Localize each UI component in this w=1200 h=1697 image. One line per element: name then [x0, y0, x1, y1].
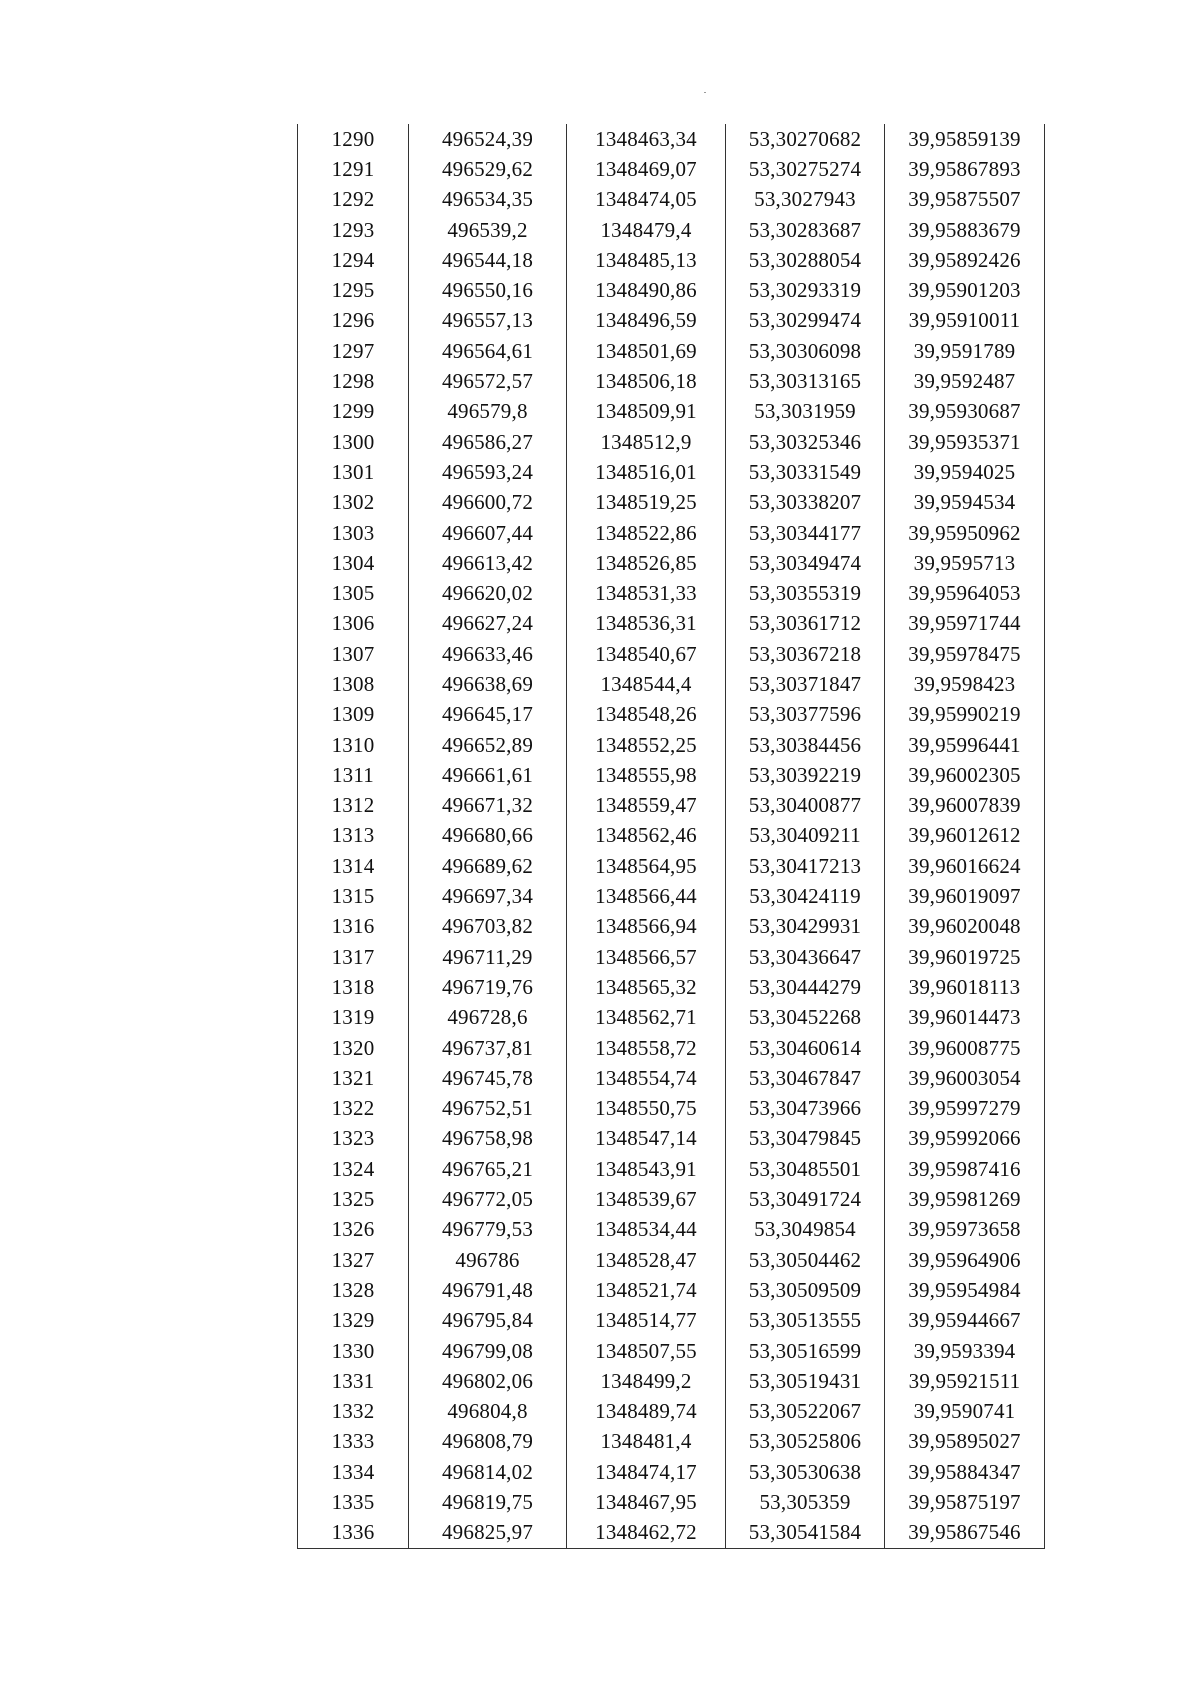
- coordinates-table-body: [298, 124, 1045, 1548]
- latitude-cell: 53,30355319: [726, 578, 885, 608]
- y-coordinate-cell: 1348554,74: [567, 1063, 726, 1093]
- y-coordinate-cell: 1348509,91: [567, 397, 726, 427]
- latitude-cell: 53,30504462: [726, 1245, 885, 1275]
- point-number-cell: 1291: [298, 154, 409, 184]
- point-number-cell: 1306: [298, 609, 409, 639]
- point-number-cell: 1290: [298, 124, 409, 154]
- x-coordinate-cell: 496544,18: [409, 245, 567, 275]
- x-coordinate-cell: 496633,46: [409, 639, 567, 669]
- longitude-cell: 39,96014473: [885, 1003, 1045, 1033]
- longitude-cell: 39,95964053: [885, 578, 1045, 608]
- longitude-cell: 39,95997279: [885, 1094, 1045, 1124]
- x-coordinate-cell: 496607,44: [409, 518, 567, 548]
- x-coordinate-cell: 496799,08: [409, 1336, 567, 1366]
- y-coordinate-cell: 1348474,05: [567, 185, 726, 215]
- table-row: [298, 881, 1045, 911]
- x-coordinate-cell: 496645,17: [409, 700, 567, 730]
- table-row: [298, 397, 1045, 427]
- longitude-cell: 39,96018113: [885, 972, 1045, 1002]
- latitude-cell: 53,30400877: [726, 791, 885, 821]
- latitude-cell: 53,30424119: [726, 881, 885, 911]
- table-row: [298, 760, 1045, 790]
- point-number-cell: 1335: [298, 1487, 409, 1517]
- y-coordinate-cell: 1348521,74: [567, 1275, 726, 1305]
- longitude-cell: 39,95978475: [885, 639, 1045, 669]
- latitude-cell: 53,30525806: [726, 1427, 885, 1457]
- table-row: [298, 488, 1045, 518]
- y-coordinate-cell: 1348562,46: [567, 821, 726, 851]
- table-row: [298, 851, 1045, 881]
- latitude-cell: 53,30371847: [726, 669, 885, 699]
- latitude-cell: 53,3049854: [726, 1215, 885, 1245]
- longitude-cell: 39,95901203: [885, 275, 1045, 305]
- table-row: [298, 669, 1045, 699]
- x-coordinate-cell: 496680,66: [409, 821, 567, 851]
- x-coordinate-cell: 496804,8: [409, 1396, 567, 1426]
- x-coordinate-cell: 496524,39: [409, 124, 567, 154]
- y-coordinate-cell: 1348489,74: [567, 1396, 726, 1426]
- y-coordinate-cell: 1348528,47: [567, 1245, 726, 1275]
- longitude-cell: 39,95990219: [885, 700, 1045, 730]
- y-coordinate-cell: 1348496,59: [567, 306, 726, 336]
- table-row: [298, 548, 1045, 578]
- x-coordinate-cell: 496791,48: [409, 1275, 567, 1305]
- latitude-cell: 53,30377596: [726, 700, 885, 730]
- latitude-cell: 53,305359: [726, 1487, 885, 1517]
- table-row: [298, 1396, 1045, 1426]
- latitude-cell: 53,30513555: [726, 1306, 885, 1336]
- y-coordinate-cell: 1348490,86: [567, 275, 726, 305]
- latitude-cell: 53,30367218: [726, 639, 885, 669]
- table-row: [298, 1063, 1045, 1093]
- latitude-cell: 53,30530638: [726, 1457, 885, 1487]
- longitude-cell: 39,95971744: [885, 609, 1045, 639]
- point-number-cell: 1330: [298, 1336, 409, 1366]
- y-coordinate-cell: 1348566,44: [567, 881, 726, 911]
- longitude-cell: 39,95883679: [885, 215, 1045, 245]
- longitude-cell: 39,95884347: [885, 1457, 1045, 1487]
- point-number-cell: 1317: [298, 942, 409, 972]
- point-number-cell: 1321: [298, 1063, 409, 1093]
- y-coordinate-cell: 1348543,91: [567, 1154, 726, 1184]
- latitude-cell: 53,30522067: [726, 1396, 885, 1426]
- longitude-cell: 39,96019725: [885, 942, 1045, 972]
- x-coordinate-cell: 496689,62: [409, 851, 567, 881]
- point-number-cell: 1323: [298, 1124, 409, 1154]
- longitude-cell: 39,9594534: [885, 488, 1045, 518]
- longitude-cell: 39,95930687: [885, 397, 1045, 427]
- latitude-cell: 53,30473966: [726, 1094, 885, 1124]
- y-coordinate-cell: 1348516,01: [567, 457, 726, 487]
- longitude-cell: 39,9592487: [885, 366, 1045, 396]
- table-row: [298, 578, 1045, 608]
- x-coordinate-cell: 496711,29: [409, 942, 567, 972]
- table-row: [298, 1275, 1045, 1305]
- longitude-cell: 39,96008775: [885, 1033, 1045, 1063]
- point-number-cell: 1294: [298, 245, 409, 275]
- y-coordinate-cell: 1348467,95: [567, 1487, 726, 1517]
- longitude-cell: 39,96003054: [885, 1063, 1045, 1093]
- y-coordinate-cell: 1348547,14: [567, 1124, 726, 1154]
- x-coordinate-cell: 496564,61: [409, 336, 567, 366]
- longitude-cell: 39,96002305: [885, 760, 1045, 790]
- table-row: [298, 730, 1045, 760]
- longitude-cell: 39,96012612: [885, 821, 1045, 851]
- point-number-cell: 1326: [298, 1215, 409, 1245]
- table-row: [298, 366, 1045, 396]
- table-row: [298, 154, 1045, 184]
- x-coordinate-cell: 496638,69: [409, 669, 567, 699]
- longitude-cell: 39,95875197: [885, 1487, 1045, 1517]
- x-coordinate-cell: 496613,42: [409, 548, 567, 578]
- x-coordinate-cell: 496550,16: [409, 275, 567, 305]
- longitude-cell: 39,9590741: [885, 1396, 1045, 1426]
- x-coordinate-cell: 496737,81: [409, 1033, 567, 1063]
- latitude-cell: 53,30325346: [726, 427, 885, 457]
- longitude-cell: 39,95895027: [885, 1427, 1045, 1457]
- x-coordinate-cell: 496825,97: [409, 1518, 567, 1549]
- latitude-cell: 53,30306098: [726, 336, 885, 366]
- point-number-cell: 1303: [298, 518, 409, 548]
- latitude-cell: 53,30409211: [726, 821, 885, 851]
- latitude-cell: 53,30392219: [726, 760, 885, 790]
- point-number-cell: 1334: [298, 1457, 409, 1487]
- longitude-cell: 39,96007839: [885, 791, 1045, 821]
- table-row: [298, 791, 1045, 821]
- point-number-cell: 1308: [298, 669, 409, 699]
- y-coordinate-cell: 1348552,25: [567, 730, 726, 760]
- y-coordinate-cell: 1348469,07: [567, 154, 726, 184]
- latitude-cell: 53,30313165: [726, 366, 885, 396]
- table-row: [298, 1457, 1045, 1487]
- latitude-cell: 53,3027943: [726, 185, 885, 215]
- x-coordinate-cell: 496579,8: [409, 397, 567, 427]
- y-coordinate-cell: 1348499,2: [567, 1366, 726, 1396]
- table-row: [298, 1003, 1045, 1033]
- longitude-cell: 39,95996441: [885, 730, 1045, 760]
- x-coordinate-cell: 496652,89: [409, 730, 567, 760]
- y-coordinate-cell: 1348539,67: [567, 1184, 726, 1214]
- x-coordinate-cell: 496572,57: [409, 366, 567, 396]
- point-number-cell: 1297: [298, 336, 409, 366]
- point-number-cell: 1310: [298, 730, 409, 760]
- y-coordinate-cell: 1348481,4: [567, 1427, 726, 1457]
- x-coordinate-cell: 496758,98: [409, 1124, 567, 1154]
- latitude-cell: 53,30429931: [726, 912, 885, 942]
- longitude-cell: 39,95867893: [885, 154, 1045, 184]
- table-row: [298, 1518, 1045, 1549]
- longitude-cell: 39,9593394: [885, 1336, 1045, 1366]
- longitude-cell: 39,96020048: [885, 912, 1045, 942]
- x-coordinate-cell: 496752,51: [409, 1094, 567, 1124]
- longitude-cell: 39,95859139: [885, 124, 1045, 154]
- longitude-cell: 39,95987416: [885, 1154, 1045, 1184]
- point-number-cell: 1305: [298, 578, 409, 608]
- point-number-cell: 1312: [298, 791, 409, 821]
- point-number-cell: 1331: [298, 1366, 409, 1396]
- table-row: [298, 306, 1045, 336]
- table-row: [298, 185, 1045, 215]
- longitude-cell: 39,95954984: [885, 1275, 1045, 1305]
- x-coordinate-cell: 496661,61: [409, 760, 567, 790]
- latitude-cell: 53,30516599: [726, 1336, 885, 1366]
- x-coordinate-cell: 496728,6: [409, 1003, 567, 1033]
- point-number-cell: 1324: [298, 1154, 409, 1184]
- longitude-cell: 39,9595713: [885, 548, 1045, 578]
- table-row: [298, 1487, 1045, 1517]
- point-number-cell: 1328: [298, 1275, 409, 1305]
- latitude-cell: 53,30288054: [726, 245, 885, 275]
- y-coordinate-cell: 1348544,4: [567, 669, 726, 699]
- x-coordinate-cell: 496671,32: [409, 791, 567, 821]
- table-row: [298, 245, 1045, 275]
- x-coordinate-cell: 496539,2: [409, 215, 567, 245]
- y-coordinate-cell: 1348558,72: [567, 1033, 726, 1063]
- longitude-cell: 39,95973658: [885, 1215, 1045, 1245]
- latitude-cell: 53,30293319: [726, 275, 885, 305]
- table-row: [298, 275, 1045, 305]
- table-row: [298, 457, 1045, 487]
- longitude-cell: 39,95981269: [885, 1184, 1045, 1214]
- table-row: [298, 427, 1045, 457]
- latitude-cell: 53,30270682: [726, 124, 885, 154]
- latitude-cell: 53,30485501: [726, 1154, 885, 1184]
- table-row: [298, 609, 1045, 639]
- y-coordinate-cell: 1348522,86: [567, 518, 726, 548]
- point-number-cell: 1299: [298, 397, 409, 427]
- longitude-cell: 39,95992066: [885, 1124, 1045, 1154]
- table-row: [298, 1124, 1045, 1154]
- table-row: [298, 1154, 1045, 1184]
- latitude-cell: 53,30417213: [726, 851, 885, 881]
- x-coordinate-cell: 496557,13: [409, 306, 567, 336]
- coordinates-table: [297, 124, 1045, 1549]
- y-coordinate-cell: 1348562,71: [567, 1003, 726, 1033]
- point-number-cell: 1295: [298, 275, 409, 305]
- x-coordinate-cell: 496620,02: [409, 578, 567, 608]
- latitude-cell: 53,30299474: [726, 306, 885, 336]
- y-coordinate-cell: 1348507,55: [567, 1336, 726, 1366]
- latitude-cell: 53,30460614: [726, 1033, 885, 1063]
- y-coordinate-cell: 1348555,98: [567, 760, 726, 790]
- point-number-cell: 1300: [298, 427, 409, 457]
- longitude-cell: 39,96019097: [885, 881, 1045, 911]
- y-coordinate-cell: 1348526,85: [567, 548, 726, 578]
- point-number-cell: 1320: [298, 1033, 409, 1063]
- point-number-cell: 1322: [298, 1094, 409, 1124]
- point-number-cell: 1292: [298, 185, 409, 215]
- latitude-cell: 53,30519431: [726, 1366, 885, 1396]
- table-row: [298, 942, 1045, 972]
- y-coordinate-cell: 1348519,25: [567, 488, 726, 518]
- longitude-cell: 39,9594025: [885, 457, 1045, 487]
- longitude-cell: 39,95950962: [885, 518, 1045, 548]
- latitude-cell: 53,30436647: [726, 942, 885, 972]
- table-row: [298, 1366, 1045, 1396]
- table-row: [298, 215, 1045, 245]
- x-coordinate-cell: 496745,78: [409, 1063, 567, 1093]
- x-coordinate-cell: 496627,24: [409, 609, 567, 639]
- x-coordinate-cell: 496534,35: [409, 185, 567, 215]
- point-number-cell: 1304: [298, 548, 409, 578]
- latitude-cell: 53,30349474: [726, 548, 885, 578]
- y-coordinate-cell: 1348564,95: [567, 851, 726, 881]
- table-row: [298, 1306, 1045, 1336]
- point-number-cell: 1336: [298, 1518, 409, 1549]
- latitude-cell: 53,30541584: [726, 1518, 885, 1549]
- table-row: [298, 912, 1045, 942]
- y-coordinate-cell: 1348506,18: [567, 366, 726, 396]
- y-coordinate-cell: 1348550,75: [567, 1094, 726, 1124]
- scan-speck: [704, 92, 706, 93]
- y-coordinate-cell: 1348540,67: [567, 639, 726, 669]
- y-coordinate-cell: 1348479,4: [567, 215, 726, 245]
- x-coordinate-cell: 496808,79: [409, 1427, 567, 1457]
- x-coordinate-cell: 496719,76: [409, 972, 567, 1002]
- point-number-cell: 1307: [298, 639, 409, 669]
- latitude-cell: 53,30338207: [726, 488, 885, 518]
- x-coordinate-cell: 496795,84: [409, 1306, 567, 1336]
- x-coordinate-cell: 496765,21: [409, 1154, 567, 1184]
- x-coordinate-cell: 496593,24: [409, 457, 567, 487]
- point-number-cell: 1319: [298, 1003, 409, 1033]
- y-coordinate-cell: 1348485,13: [567, 245, 726, 275]
- x-coordinate-cell: 496779,53: [409, 1215, 567, 1245]
- table-row: [298, 821, 1045, 851]
- point-number-cell: 1298: [298, 366, 409, 396]
- y-coordinate-cell: 1348565,32: [567, 972, 726, 1002]
- point-number-cell: 1309: [298, 700, 409, 730]
- x-coordinate-cell: 496600,72: [409, 488, 567, 518]
- y-coordinate-cell: 1348536,31: [567, 609, 726, 639]
- latitude-cell: 53,30361712: [726, 609, 885, 639]
- table-row: [298, 336, 1045, 366]
- table-row: [298, 700, 1045, 730]
- latitude-cell: 53,30344177: [726, 518, 885, 548]
- point-number-cell: 1315: [298, 881, 409, 911]
- longitude-cell: 39,95892426: [885, 245, 1045, 275]
- table-row: [298, 1094, 1045, 1124]
- y-coordinate-cell: 1348514,77: [567, 1306, 726, 1336]
- point-number-cell: 1311: [298, 760, 409, 790]
- point-number-cell: 1325: [298, 1184, 409, 1214]
- y-coordinate-cell: 1348548,26: [567, 700, 726, 730]
- point-number-cell: 1329: [298, 1306, 409, 1336]
- x-coordinate-cell: 496697,34: [409, 881, 567, 911]
- latitude-cell: 53,30331549: [726, 457, 885, 487]
- x-coordinate-cell: 496786: [409, 1245, 567, 1275]
- longitude-cell: 39,96016624: [885, 851, 1045, 881]
- longitude-cell: 39,95867546: [885, 1518, 1045, 1549]
- latitude-cell: 53,30275274: [726, 154, 885, 184]
- y-coordinate-cell: 1348462,72: [567, 1518, 726, 1549]
- y-coordinate-cell: 1348531,33: [567, 578, 726, 608]
- x-coordinate-cell: 496814,02: [409, 1457, 567, 1487]
- table-row: [298, 124, 1045, 154]
- point-number-cell: 1332: [298, 1396, 409, 1426]
- table-row: [298, 1184, 1045, 1214]
- y-coordinate-cell: 1348512,9: [567, 427, 726, 457]
- y-coordinate-cell: 1348559,47: [567, 791, 726, 821]
- x-coordinate-cell: 496703,82: [409, 912, 567, 942]
- latitude-cell: 53,30491724: [726, 1184, 885, 1214]
- longitude-cell: 39,95921511: [885, 1366, 1045, 1396]
- longitude-cell: 39,9598423: [885, 669, 1045, 699]
- longitude-cell: 39,95964906: [885, 1245, 1045, 1275]
- y-coordinate-cell: 1348463,34: [567, 124, 726, 154]
- latitude-cell: 53,30479845: [726, 1124, 885, 1154]
- y-coordinate-cell: 1348534,44: [567, 1215, 726, 1245]
- point-number-cell: 1333: [298, 1427, 409, 1457]
- latitude-cell: 53,30384456: [726, 730, 885, 760]
- table-row: [298, 1033, 1045, 1063]
- point-number-cell: 1296: [298, 306, 409, 336]
- table-row: [298, 518, 1045, 548]
- longitude-cell: 39,95910011: [885, 306, 1045, 336]
- table-row: [298, 1336, 1045, 1366]
- longitude-cell: 39,9591789: [885, 336, 1045, 366]
- longitude-cell: 39,95935371: [885, 427, 1045, 457]
- latitude-cell: 53,30452268: [726, 1003, 885, 1033]
- y-coordinate-cell: 1348501,69: [567, 336, 726, 366]
- y-coordinate-cell: 1348566,57: [567, 942, 726, 972]
- latitude-cell: 53,30444279: [726, 972, 885, 1002]
- latitude-cell: 53,30283687: [726, 215, 885, 245]
- table-row: [298, 1215, 1045, 1245]
- y-coordinate-cell: 1348474,17: [567, 1457, 726, 1487]
- latitude-cell: 53,30509509: [726, 1275, 885, 1305]
- x-coordinate-cell: 496772,05: [409, 1184, 567, 1214]
- longitude-cell: 39,95875507: [885, 185, 1045, 215]
- point-number-cell: 1318: [298, 972, 409, 1002]
- table-row: [298, 1245, 1045, 1275]
- table-row: [298, 1427, 1045, 1457]
- latitude-cell: 53,3031959: [726, 397, 885, 427]
- point-number-cell: 1293: [298, 215, 409, 245]
- latitude-cell: 53,30467847: [726, 1063, 885, 1093]
- point-number-cell: 1314: [298, 851, 409, 881]
- point-number-cell: 1316: [298, 912, 409, 942]
- y-coordinate-cell: 1348566,94: [567, 912, 726, 942]
- table-row: [298, 972, 1045, 1002]
- x-coordinate-cell: 496819,75: [409, 1487, 567, 1517]
- point-number-cell: 1327: [298, 1245, 409, 1275]
- x-coordinate-cell: 496802,06: [409, 1366, 567, 1396]
- x-coordinate-cell: 496529,62: [409, 154, 567, 184]
- table-row: [298, 639, 1045, 669]
- x-coordinate-cell: 496586,27: [409, 427, 567, 457]
- point-number-cell: 1302: [298, 488, 409, 518]
- point-number-cell: 1301: [298, 457, 409, 487]
- point-number-cell: 1313: [298, 821, 409, 851]
- longitude-cell: 39,95944667: [885, 1306, 1045, 1336]
